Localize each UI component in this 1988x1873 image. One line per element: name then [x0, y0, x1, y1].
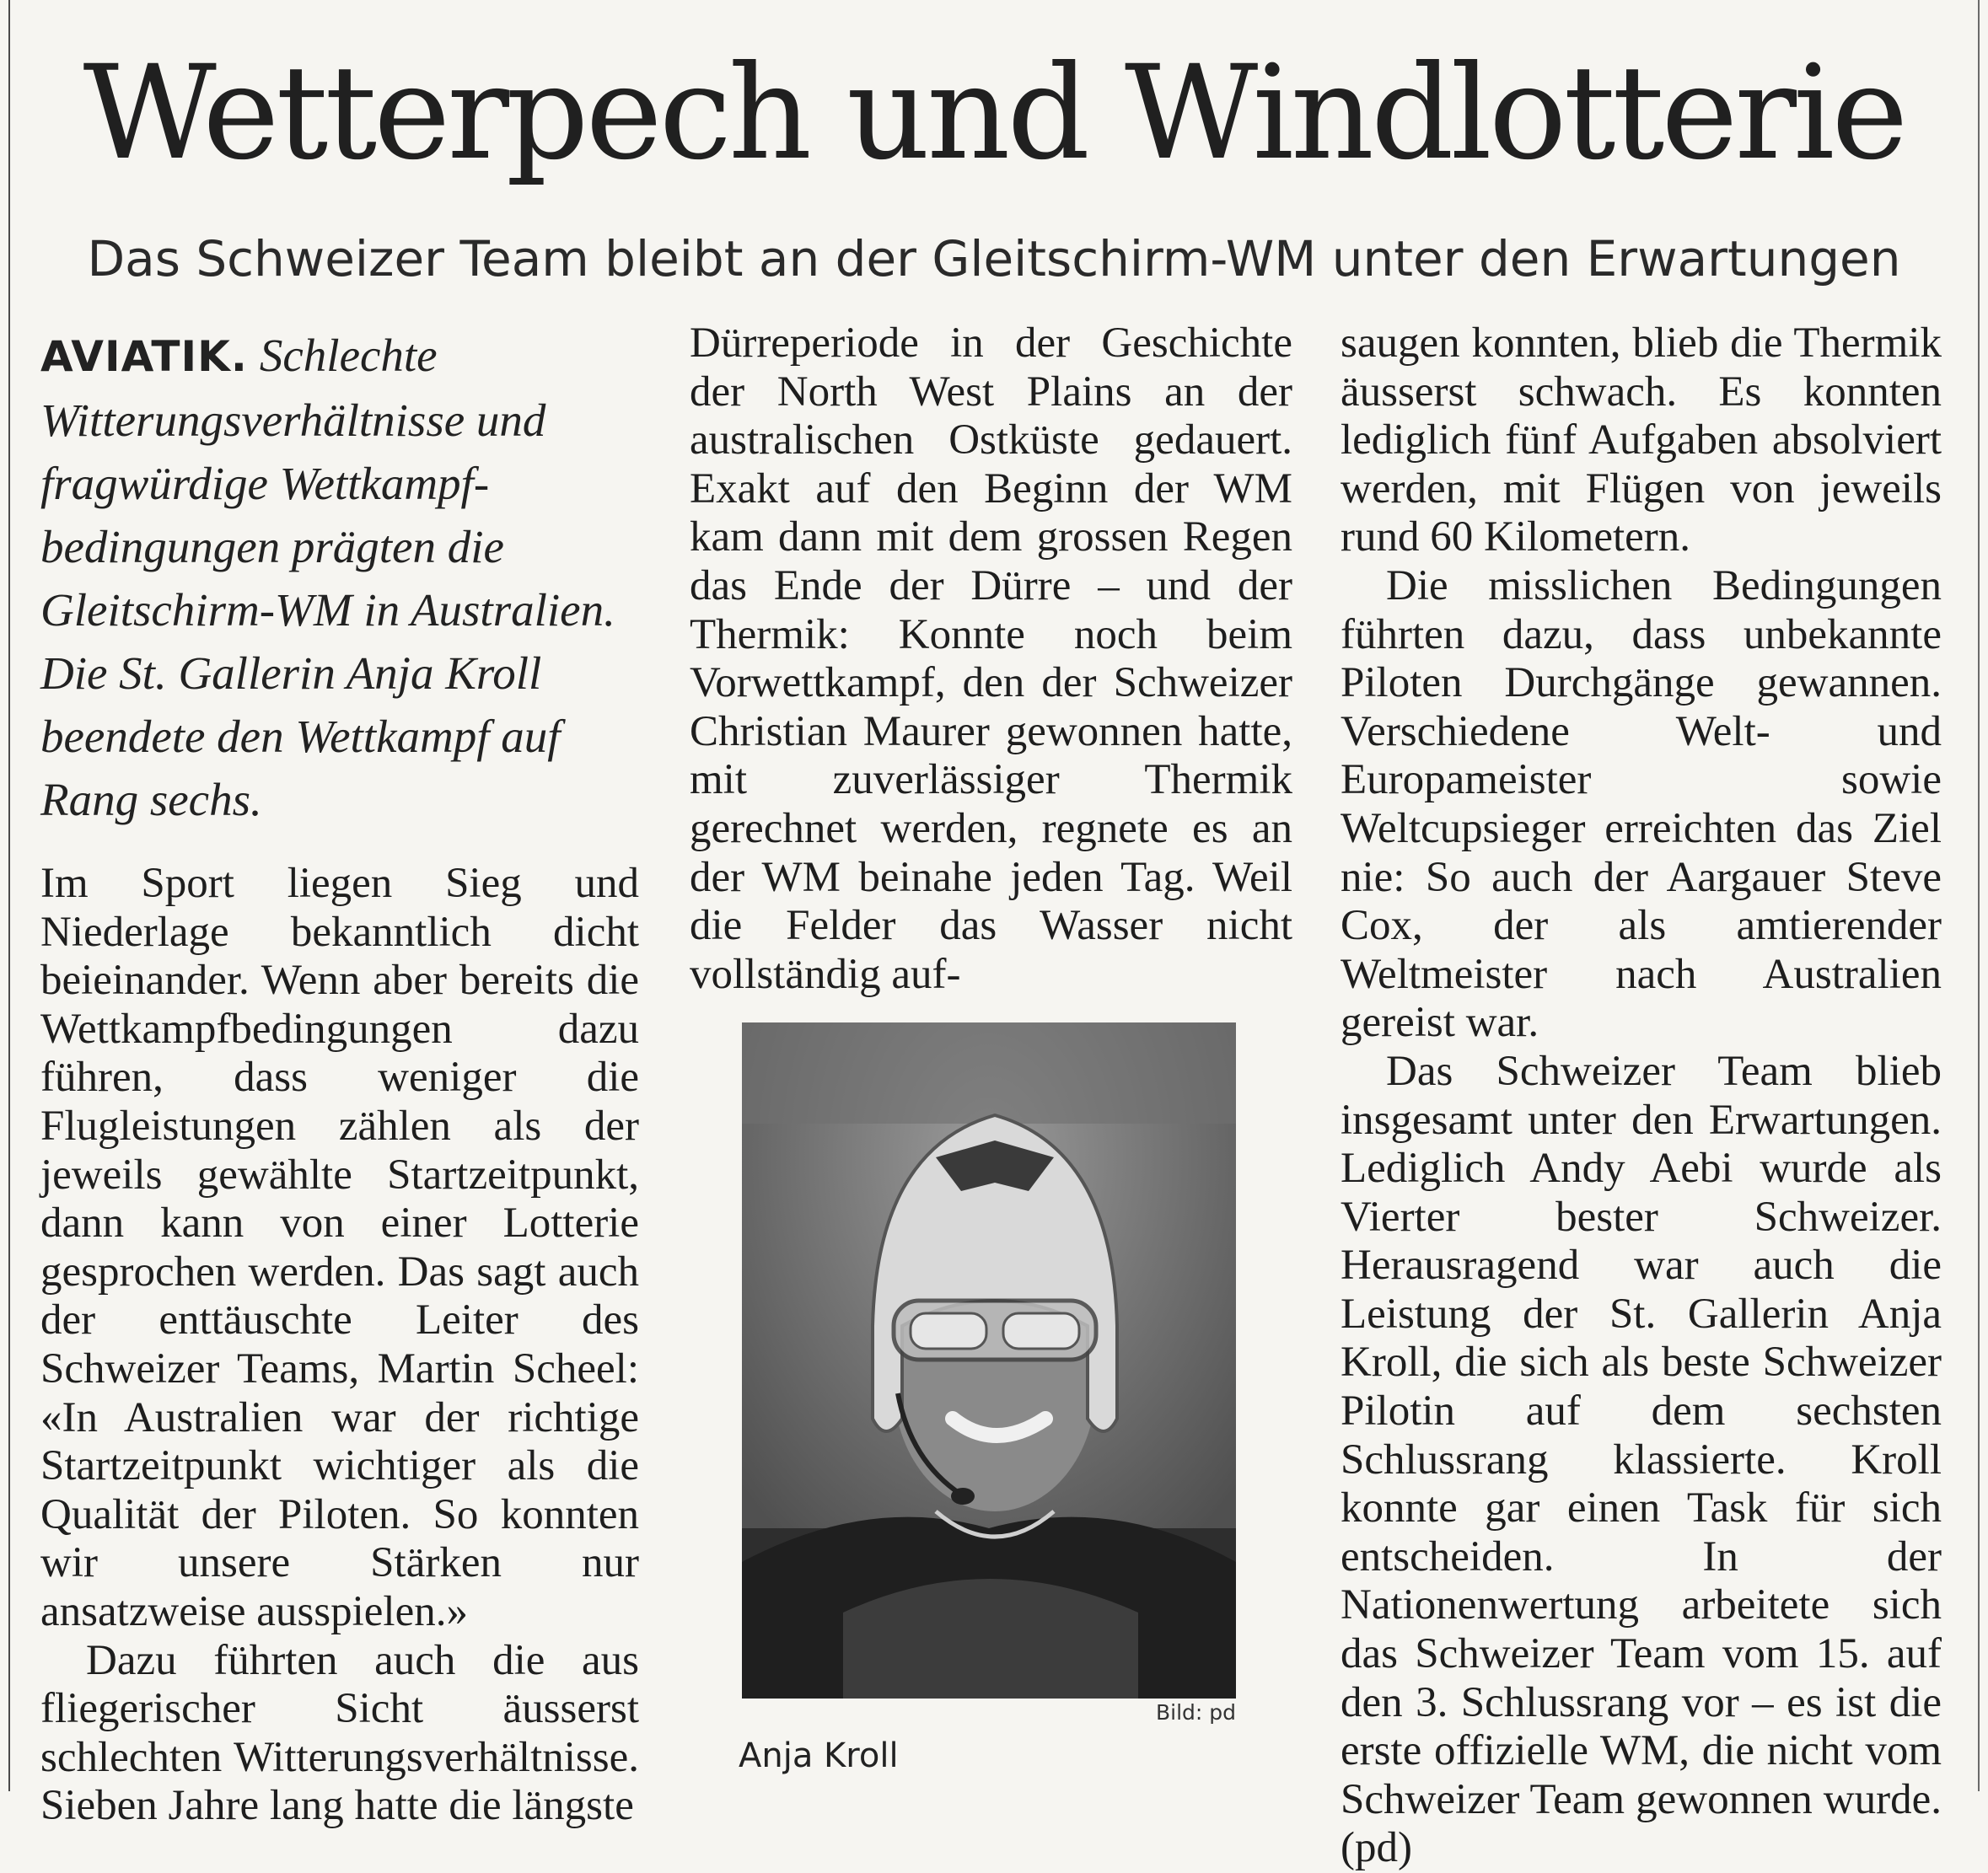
section-kicker: AVIATIK. — [40, 332, 248, 381]
article-column-1 — [40, 860, 639, 1831]
subheadline: Das Schweizer Team bleibt an der Gleitschirm-WM unter den Erwartungen — [87, 230, 1901, 287]
article-column-3 — [1341, 319, 1942, 1873]
portrait-illustration — [742, 1022, 1236, 1699]
article-photo — [742, 1022, 1236, 1699]
body-paragraph-2-part-1: Dazu führten auch die aus fliegerischer Sicht äusserst schlechten Witterungsverhältnisse. Sieben Jahre lang hatte die längste — [40, 1636, 639, 1830]
headline: Wetterpech und Windlotterie — [83, 38, 1905, 189]
body-paragraph-3: Die misslichen Bedingungen führten dazu, dass unbekannte Piloten Durchgänge gewannen. Verschiedene Welt- und Europameister sowie Weltcupsieger erreichten das Ziel nie: So auch der Aargauer Steve Cox, der als amtierender Weltmeister nach Australien gereist war. — [1341, 561, 1942, 1047]
article-column-2 — [690, 319, 1292, 999]
body-paragraph-2-part-3: saugen konnten, blieb die Thermik äusserst schwach. Es konnten lediglich fünf Aufgaben absolviert werden, mit Flügen von jeweils rund 60 Kilometern. — [1341, 319, 1942, 561]
body-paragraph-1: Im Sport liegen Sieg und Niederlage bekanntlich dicht beieinander. Wenn aber bereits die Wettkampfbedingungen dazu führen, dass weniger die Flugleistungen zählen als der jeweils gewählte Startzeitpunkt, dann kann von einer Lotterie gesprochen werden. Das sagt auch der enttäuschte Leiter des Schweizer Teams, Martin Scheel: «In Australien war der richtige Startzeitpunkt wichtiger als die Qualität der Piloten. So konnten wir unsere Stärken nur ansatzweise ausspielen.» — [40, 860, 639, 1635]
lead-text: Schlechte Witterungsverhältnisse und fragwürdige Wettkampf-bedingungen prägten die Gleitschirm-WM in Australien. Die St. Gallerin Anja Kroll beendete den Wettkampf auf Rang sechs. — [40, 330, 615, 825]
body-paragraph-4: Das Schweizer Team blieb insgesamt unter den Erwartungen. Lediglich Andy Aebi wurde als Vierter bester Schweizer. Herausragend war auch die Leistung der St. Gallerin Anja Kroll, die sich als beste Schweizer Pilotin auf dem sechsten Schlussrang klassierte. Kroll konnte gar einen Task für sich entscheiden. In der Nationenwertung arbeitete sich das Schweizer Team vom 15. auf den 3. Schlussrang vor – es ist die erste offizielle WM, die nicht vom Schweizer Team gewonnen wurde. (pd) — [1341, 1047, 1942, 1872]
article-lead — [40, 324, 639, 831]
photo-credit: Bild: pd — [1155, 1700, 1236, 1725]
photo-caption: Anja Kroll — [739, 1736, 899, 1775]
body-paragraph-2-part-2: Dürreperiode in der Geschichte der North West Plains an der australischen Ostküste gedauert. Exakt auf den Beginn der WM kam dann mit dem grossen Regen das Ende der Dürre – und der Thermik: Konnte noch beim Vorwettkampf, den der Schweizer Christian Maurer gewonnen hatte, mit zuverlässiger Thermik gerechnet werden, regnete es an der WM beinahe jeden Tag. Weil die Felder das Wasser nicht vollständig auf- — [690, 319, 1292, 998]
